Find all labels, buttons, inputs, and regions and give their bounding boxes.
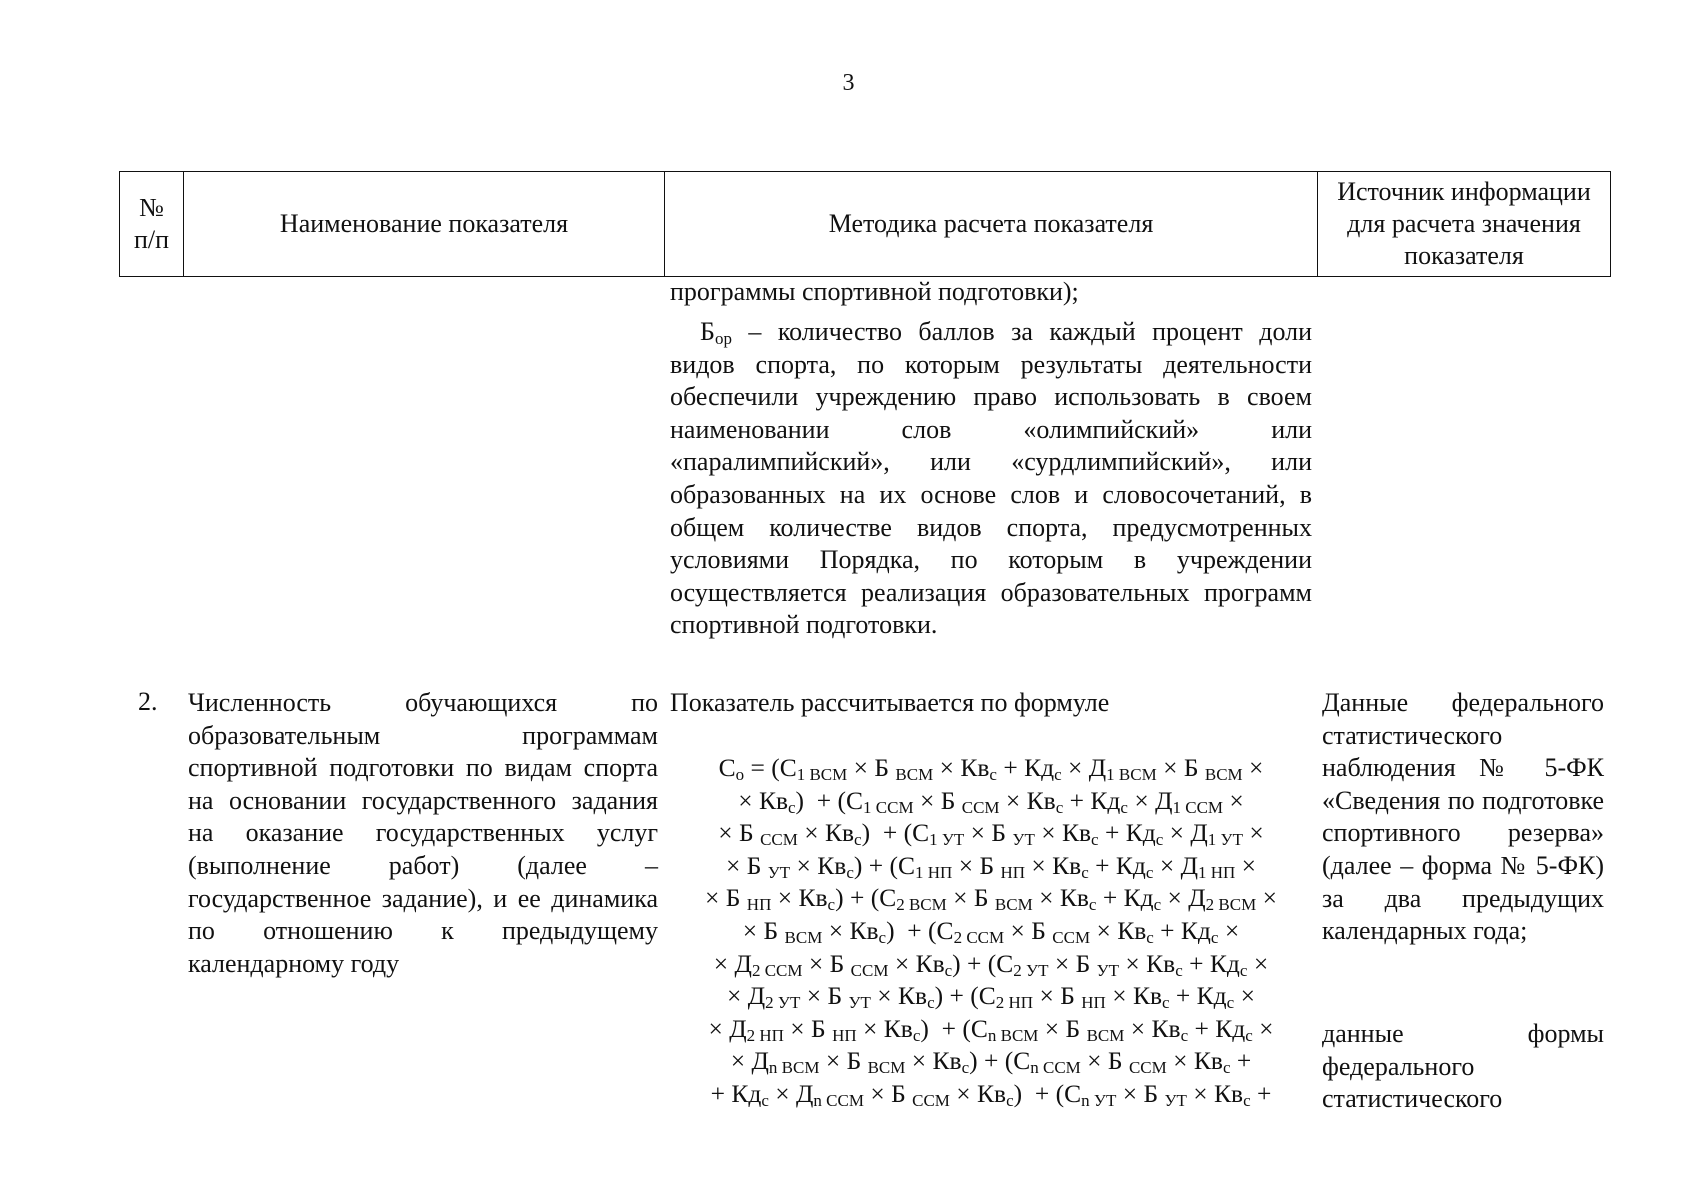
row2-method-intro: Показатель рассчитывается по формуле [670, 688, 1110, 717]
row1-bor-definition [670, 316, 1312, 642]
bor-subscript: ор [714, 329, 732, 348]
row2-number: 2. [138, 687, 158, 716]
row2-indicator-name: Численность обучающихся по образовательным программам спортивной подготовки по видам спорта на основании государственного задания на оказание государственных услуг (выполнение работ) (далее – государственное задание), и ее динамика по отношению к предыдущему календарному году [188, 688, 658, 978]
row2-source-p1: Данные федерального статистического наблюдения № 5-ФК «Сведения по подготовке спортивного резерва» (далее – форма № 5-ФК) за два предыдущих календарных года; [1322, 688, 1604, 946]
header-source: Источник информации для расчета значения показателя [1318, 172, 1611, 277]
row2-formula: $C_о = (С_{1 ВСМ} \times Б$ $_{ВСМ} \times Кв_с + Кд_с \times Д_{1 ВСМ} \times Б$ $_{ВСМ}$ × × $Кв_с) + (С_{1 ССМ} \times Б$ $_{ССМ} \times Кв_с + Кд_с \times Д_{1 ССМ}$ × × Б $_{ССМ} \times Кв_с) + (С_{1 УТ} \times Б$ $_{УТ} \times Кв_с + Кд_с \times Д_{1 УТ}$ × × Б $_{УТ} \times Кв_с) + (С_{1 НП} \times Б$ $_{НП} \times Кв_с + Кд_с \times Д_{1 НП}$ × × Б $_{НП} \times Кв_с) + (С_{2 ВСМ} \times Б$ $_{ВСМ} \times Кв_с + Кд_с \times Д_{2 ВСМ}$ × × Б $_{ВСМ} \times Кв_с) + (С_{2 ССМ} \times Б$ $_{ССМ} \times Кв_с + Кд_с$ × × $Д_{2 ССМ} \times Б$ $_{ССМ} \times Кв_с) + (С_{2 УТ} \times Б$ $_{УТ} \times Кв_с + Кд_с$ × × $Д_{2 УТ} \times Б$ $_{УТ} \times Кв_с) + (С_{2 НП} \times Б$ $_{НП} \times Кв_с + Кд_с$ × × $Д_{2 НП} \times Б$ $_{НП} \times Кв_с) + (С_{n ВСМ} \times Б$ $_{ВСМ} \times Кв_с + Кд_с$ × × $Д_{n ВСМ} \times Б$ $_{ВСМ} \times Кв_с) + (С_{n ССМ} \times Б$ $_{ССМ} \times Кв_с$ + + $Кд_с \times Д_{n ССМ} \times Б$ $_{ССМ} \times Кв_с) + (С_{n УТ} \times Б$ $_{УТ} \times Кв_с$ + [705, 753, 1277, 1110]
header-name: Наименование показателя [184, 172, 665, 277]
row2-source-p2: данные формы федерального статистического [1322, 1019, 1604, 1114]
header-num: № п/п [120, 172, 184, 277]
bor-text: – количество баллов за каждый процент доли видов спорта, по которым результаты деятельности обеспечили учреждению право использовать в своем наименовании слов «олимпийский» или «паралимпийский», или «сурдлимпийский», или образованных на их основе слов и словосочетаний, в общем количестве видов спорта, предусмотренных условиями Порядка, по которым в учреждении осуществляется реализация образовательных программ спортивной подготовки. [670, 317, 1312, 640]
page-number: 3 [842, 70, 855, 96]
row1-method-continuation: программы спортивной подготовки); [670, 277, 1079, 306]
table-header [119, 171, 1611, 277]
header-method: Методика расчета показателя [665, 172, 1318, 277]
bor-symbol: Б [700, 317, 715, 346]
